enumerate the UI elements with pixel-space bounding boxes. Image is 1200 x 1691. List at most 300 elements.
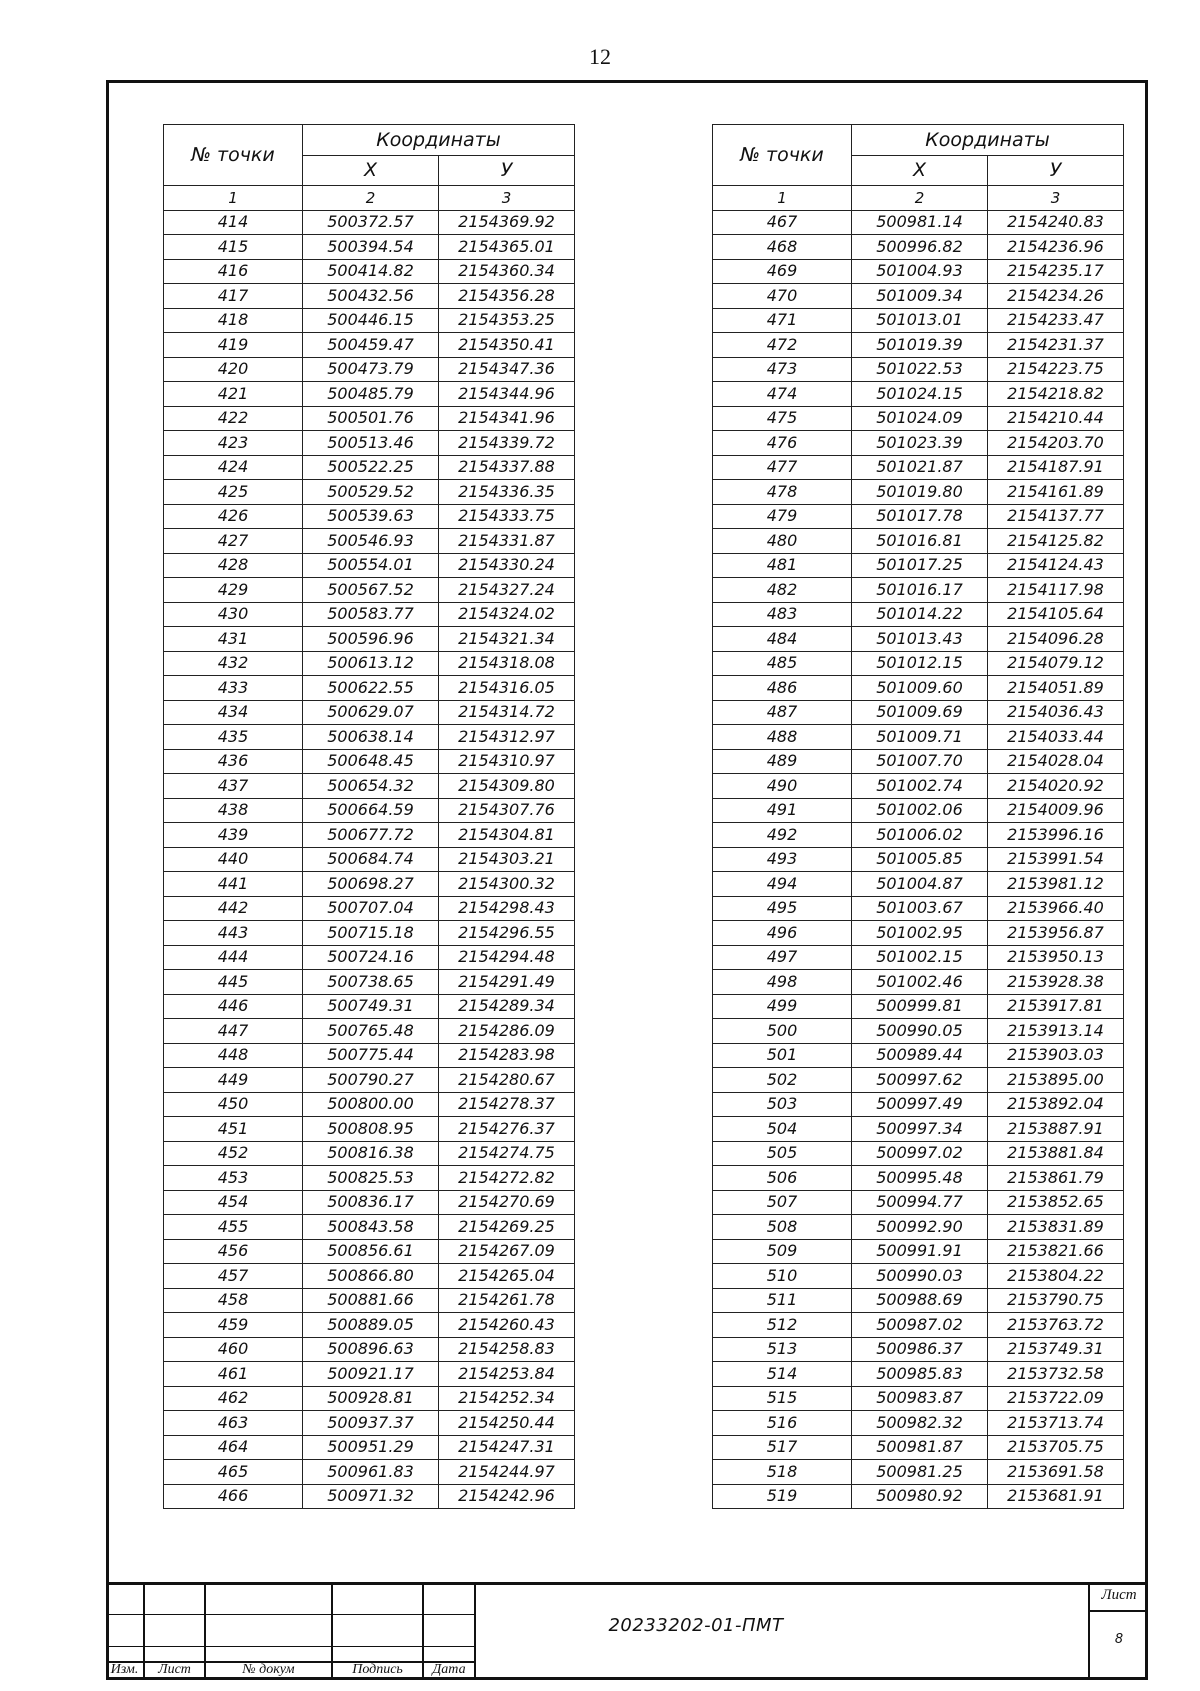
y-coordinate-cell: 2154051.89 — [988, 676, 1124, 701]
x-coordinate-cell: 500414.82 — [303, 259, 439, 284]
table-row — [713, 1117, 1124, 1142]
y-coordinate-cell: 2154344.96 — [439, 382, 575, 407]
point-number-cell: 478 — [713, 480, 852, 505]
point-number-cell: 511 — [713, 1288, 852, 1313]
table-row — [164, 627, 575, 652]
x-coordinate-cell: 500985.83 — [852, 1362, 988, 1387]
table-row — [164, 235, 575, 260]
x-coordinate-cell: 500372.57 — [303, 210, 439, 235]
point-number-cell: 483 — [713, 602, 852, 627]
x-coordinate-cell: 501012.15 — [852, 651, 988, 676]
x-coordinate-cell: 500473.79 — [303, 357, 439, 382]
point-number-cell: 490 — [713, 774, 852, 799]
x-coordinate-cell: 501013.43 — [852, 627, 988, 652]
table-row — [164, 1166, 575, 1191]
sheet-number: 8 — [1114, 1632, 1124, 1647]
column-index: 1 — [164, 186, 303, 211]
table-row — [713, 774, 1124, 799]
x-coordinate-cell: 501004.87 — [852, 872, 988, 897]
y-coordinate-cell: 2154247.31 — [439, 1435, 575, 1460]
x-coordinate-cell: 500554.01 — [303, 553, 439, 578]
x-coordinate-cell: 500775.44 — [303, 1043, 439, 1068]
point-number-cell: 432 — [164, 651, 303, 676]
table-row — [713, 896, 1124, 921]
x-coordinate-cell: 501024.09 — [852, 406, 988, 431]
point-number-cell: 466 — [164, 1484, 303, 1509]
y-coordinate-cell: 2154210.44 — [988, 406, 1124, 431]
x-coordinate-cell: 500994.77 — [852, 1190, 988, 1215]
x-coordinate-cell: 500707.04 — [303, 896, 439, 921]
y-coordinate-cell: 2154350.41 — [439, 333, 575, 358]
point-number-cell: 506 — [713, 1166, 852, 1191]
table-row — [713, 921, 1124, 946]
y-coordinate-cell: 2154353.25 — [439, 308, 575, 333]
y-header: У — [439, 155, 575, 186]
y-coordinate-cell: 2154235.17 — [988, 259, 1124, 284]
table-row — [713, 627, 1124, 652]
x-coordinate-cell: 500485.79 — [303, 382, 439, 407]
x-coordinate-cell: 500765.48 — [303, 1019, 439, 1044]
y-coordinate-cell: 2153950.13 — [988, 945, 1124, 970]
point-number-cell: 460 — [164, 1337, 303, 1362]
x-coordinate-cell: 500749.31 — [303, 994, 439, 1019]
point-number-cell: 445 — [164, 970, 303, 995]
point-number-cell: 467 — [713, 210, 852, 235]
point-number-cell: 496 — [713, 921, 852, 946]
point-number-cell: 434 — [164, 700, 303, 725]
x-coordinate-cell: 500988.69 — [852, 1288, 988, 1313]
x-coordinate-cell: 500987.02 — [852, 1313, 988, 1338]
y-coordinate-cell: 2153981.12 — [988, 872, 1124, 897]
y-coordinate-cell: 2154218.82 — [988, 382, 1124, 407]
y-coordinate-cell: 2154137.77 — [988, 504, 1124, 529]
x-coordinate-cell: 500951.29 — [303, 1435, 439, 1460]
table-row — [713, 847, 1124, 872]
point-number-cell: 463 — [164, 1411, 303, 1436]
table-row — [713, 1386, 1124, 1411]
table-row — [713, 235, 1124, 260]
table-row — [164, 1460, 575, 1485]
y-coordinate-cell: 2154270.69 — [439, 1190, 575, 1215]
y-coordinate-cell: 2154331.87 — [439, 529, 575, 554]
y-coordinate-cell: 2153996.16 — [988, 823, 1124, 848]
x-coordinate-cell: 500981.14 — [852, 210, 988, 235]
x-coordinate-cell: 500980.92 — [852, 1484, 988, 1509]
y-coordinate-cell: 2154333.75 — [439, 504, 575, 529]
x-coordinate-cell: 501019.80 — [852, 480, 988, 505]
point-number-cell: 471 — [713, 308, 852, 333]
x-coordinate-cell: 500613.12 — [303, 651, 439, 676]
y-coordinate-cell: 2154324.02 — [439, 602, 575, 627]
point-number-cell: 456 — [164, 1239, 303, 1264]
y-coordinate-cell: 2153749.31 — [988, 1337, 1124, 1362]
table-row — [713, 970, 1124, 995]
table-row — [713, 1288, 1124, 1313]
table-row — [713, 259, 1124, 284]
y-coordinate-cell: 2154337.88 — [439, 455, 575, 480]
list-label: Лист — [158, 1662, 191, 1677]
x-coordinate-cell: 500816.38 — [303, 1141, 439, 1166]
x-coordinate-cell: 501007.70 — [852, 749, 988, 774]
x-coordinate-cell: 501023.39 — [852, 431, 988, 456]
point-number-cell: 514 — [713, 1362, 852, 1387]
y-coordinate-cell: 2154356.28 — [439, 284, 575, 309]
table-row — [164, 1337, 575, 1362]
x-coordinate-cell: 501003.67 — [852, 896, 988, 921]
table-row — [164, 749, 575, 774]
point-number-cell: 498 — [713, 970, 852, 995]
table-row — [164, 382, 575, 407]
y-coordinate-cell: 2154298.43 — [439, 896, 575, 921]
x-coordinate-cell: 501002.74 — [852, 774, 988, 799]
table-row — [713, 210, 1124, 235]
x-coordinate-cell: 501009.60 — [852, 676, 988, 701]
point-number-cell: 475 — [713, 406, 852, 431]
point-number-cell: 443 — [164, 921, 303, 946]
point-number-cell: 441 — [164, 872, 303, 897]
point-number-cell: 419 — [164, 333, 303, 358]
x-coordinate-cell: 500808.95 — [303, 1117, 439, 1142]
point-number-cell: 421 — [164, 382, 303, 407]
x-coordinate-cell: 500513.46 — [303, 431, 439, 456]
point-number-cell: 465 — [164, 1460, 303, 1485]
y-coordinate-cell: 2154233.47 — [988, 308, 1124, 333]
y-coordinate-cell: 2154203.70 — [988, 431, 1124, 456]
point-number-cell: 451 — [164, 1117, 303, 1142]
point-number-cell: 433 — [164, 676, 303, 701]
y-coordinate-cell: 2153917.81 — [988, 994, 1124, 1019]
y-coordinate-cell: 2154286.09 — [439, 1019, 575, 1044]
y-coordinate-cell: 2154117.98 — [988, 578, 1124, 603]
point-number-cell: 431 — [164, 627, 303, 652]
point-number-cell: 500 — [713, 1019, 852, 1044]
y-coordinate-cell: 2154289.34 — [439, 994, 575, 1019]
point-number-cell: 459 — [164, 1313, 303, 1338]
y-coordinate-cell: 2154360.34 — [439, 259, 575, 284]
table-row — [164, 1068, 575, 1093]
point-number-cell: 482 — [713, 578, 852, 603]
point-number-cell: 505 — [713, 1141, 852, 1166]
y-coordinate-cell: 2154309.80 — [439, 774, 575, 799]
x-coordinate-cell: 501004.93 — [852, 259, 988, 284]
point-number-cell: 447 — [164, 1019, 303, 1044]
table-row — [164, 406, 575, 431]
table-row — [713, 1435, 1124, 1460]
x-coordinate-cell: 500921.17 — [303, 1362, 439, 1387]
y-coordinate-cell: 2154240.83 — [988, 210, 1124, 235]
point-number-cell: 416 — [164, 259, 303, 284]
x-coordinate-cell: 500715.18 — [303, 921, 439, 946]
point-number-cell: 418 — [164, 308, 303, 333]
point-number-cell: 429 — [164, 578, 303, 603]
point-number-cell: 430 — [164, 602, 303, 627]
y-coordinate-cell: 2154278.37 — [439, 1092, 575, 1117]
table-row — [713, 1190, 1124, 1215]
table-row — [164, 1141, 575, 1166]
point-number-cell: 479 — [713, 504, 852, 529]
point-number-cell: 486 — [713, 676, 852, 701]
x-coordinate-cell: 500638.14 — [303, 725, 439, 750]
y-coordinate-cell: 2154341.96 — [439, 406, 575, 431]
point-number-cell: 509 — [713, 1239, 852, 1264]
x-coordinate-cell: 500529.52 — [303, 480, 439, 505]
table-row — [164, 308, 575, 333]
table-row — [713, 1092, 1124, 1117]
table-row — [164, 1411, 575, 1436]
doc-number-label: № докум — [242, 1662, 295, 1677]
y-coordinate-cell: 2154252.34 — [439, 1386, 575, 1411]
table-row — [713, 455, 1124, 480]
point-number-cell: 458 — [164, 1288, 303, 1313]
x-coordinate-cell: 500986.37 — [852, 1337, 988, 1362]
point-number-cell: 462 — [164, 1386, 303, 1411]
date-label: Дата — [432, 1662, 466, 1677]
x-coordinate-cell: 500999.81 — [852, 994, 988, 1019]
table-row — [713, 749, 1124, 774]
table-row — [713, 798, 1124, 823]
x-coordinate-cell: 500856.61 — [303, 1239, 439, 1264]
x-coordinate-cell: 500982.32 — [852, 1411, 988, 1436]
y-coordinate-cell: 2153956.87 — [988, 921, 1124, 946]
y-coordinate-cell: 2154009.96 — [988, 798, 1124, 823]
point-number-cell: 476 — [713, 431, 852, 456]
x-coordinate-cell: 500522.25 — [303, 455, 439, 480]
x-coordinate-cell: 500825.53 — [303, 1166, 439, 1191]
x-coordinate-cell: 500889.05 — [303, 1313, 439, 1338]
coordinates-table-left — [163, 124, 575, 1509]
table-row — [713, 700, 1124, 725]
x-coordinate-cell: 500698.27 — [303, 872, 439, 897]
point-number-cell: 474 — [713, 382, 852, 407]
table-row — [713, 1019, 1124, 1044]
column-index: 2 — [303, 186, 439, 211]
y-coordinate-cell: 2153691.58 — [988, 1460, 1124, 1485]
point-number-cell: 485 — [713, 651, 852, 676]
x-coordinate-cell: 500971.32 — [303, 1484, 439, 1509]
table-body-left — [164, 210, 575, 1509]
table-row — [713, 357, 1124, 382]
table-row — [164, 504, 575, 529]
y-coordinate-cell: 2153928.38 — [988, 970, 1124, 995]
y-coordinate-cell: 2153732.58 — [988, 1362, 1124, 1387]
point-number-cell: 415 — [164, 235, 303, 260]
point-number-cell: 518 — [713, 1460, 852, 1485]
x-coordinate-cell: 501009.71 — [852, 725, 988, 750]
x-coordinate-cell: 500394.54 — [303, 235, 439, 260]
table-row — [713, 1313, 1124, 1338]
x-coordinate-cell: 500991.91 — [852, 1239, 988, 1264]
table-row — [713, 1264, 1124, 1289]
y-coordinate-cell: 2153722.09 — [988, 1386, 1124, 1411]
table-row — [164, 1264, 575, 1289]
table-row — [164, 1190, 575, 1215]
table-row — [713, 382, 1124, 407]
table-row — [164, 725, 575, 750]
signature-label: Подпись — [352, 1662, 403, 1677]
y-coordinate-cell: 2154033.44 — [988, 725, 1124, 750]
table-row — [713, 945, 1124, 970]
x-coordinate-cell: 500981.87 — [852, 1435, 988, 1460]
point-number-cell: 438 — [164, 798, 303, 823]
y-header: У — [988, 155, 1124, 186]
point-number-cell: 417 — [164, 284, 303, 309]
y-coordinate-cell: 2153763.72 — [988, 1313, 1124, 1338]
x-coordinate-cell: 500843.58 — [303, 1215, 439, 1240]
y-coordinate-cell: 2154347.36 — [439, 357, 575, 382]
x-coordinate-cell: 500539.63 — [303, 504, 439, 529]
point-number-cell: 512 — [713, 1313, 852, 1338]
point-number-cell: 499 — [713, 994, 852, 1019]
y-coordinate-cell: 2153790.75 — [988, 1288, 1124, 1313]
point-number-cell: 442 — [164, 896, 303, 921]
table-row — [164, 259, 575, 284]
point-number-cell: 461 — [164, 1362, 303, 1387]
table-row — [164, 651, 575, 676]
x-coordinate-cell: 500896.63 — [303, 1337, 439, 1362]
x-coordinate-cell: 500836.17 — [303, 1190, 439, 1215]
table-row — [713, 284, 1124, 309]
table-row — [713, 725, 1124, 750]
table-row — [713, 1043, 1124, 1068]
x-coordinate-cell: 500981.25 — [852, 1460, 988, 1485]
x-coordinate-cell: 500654.32 — [303, 774, 439, 799]
point-number-cell: 464 — [164, 1435, 303, 1460]
table-row — [164, 1313, 575, 1338]
point-number-cell: 489 — [713, 749, 852, 774]
y-coordinate-cell: 2153804.22 — [988, 1264, 1124, 1289]
table-row — [713, 406, 1124, 431]
table-row — [713, 578, 1124, 603]
x-coordinate-cell: 500997.49 — [852, 1092, 988, 1117]
table-row — [164, 431, 575, 456]
x-coordinate-cell: 500997.02 — [852, 1141, 988, 1166]
x-coordinate-cell: 500664.59 — [303, 798, 439, 823]
y-coordinate-cell: 2154272.82 — [439, 1166, 575, 1191]
table-row — [164, 700, 575, 725]
point-number-cell: 469 — [713, 259, 852, 284]
y-coordinate-cell: 2154265.04 — [439, 1264, 575, 1289]
y-coordinate-cell: 2154276.37 — [439, 1117, 575, 1142]
y-coordinate-cell: 2154161.89 — [988, 480, 1124, 505]
x-coordinate-cell: 500990.03 — [852, 1264, 988, 1289]
table-row — [164, 284, 575, 309]
point-number-cell: 448 — [164, 1043, 303, 1068]
x-coordinate-cell: 500546.93 — [303, 529, 439, 554]
table-row — [164, 529, 575, 554]
point-number-cell: 517 — [713, 1435, 852, 1460]
table-row — [164, 970, 575, 995]
point-number-cell: 494 — [713, 872, 852, 897]
y-coordinate-cell: 2154231.37 — [988, 333, 1124, 358]
table-row — [164, 1117, 575, 1142]
table-row — [164, 578, 575, 603]
y-coordinate-cell: 2153852.65 — [988, 1190, 1124, 1215]
point-number-cell: 484 — [713, 627, 852, 652]
y-coordinate-cell: 2154269.25 — [439, 1215, 575, 1240]
point-number-header: № точки — [164, 125, 303, 186]
table-row — [713, 823, 1124, 848]
y-coordinate-cell: 2154296.55 — [439, 921, 575, 946]
table-row — [713, 333, 1124, 358]
x-coordinate-cell: 500567.52 — [303, 578, 439, 603]
y-coordinate-cell: 2154300.32 — [439, 872, 575, 897]
x-coordinate-cell: 500800.00 — [303, 1092, 439, 1117]
table-row — [164, 1239, 575, 1264]
y-coordinate-cell: 2154330.24 — [439, 553, 575, 578]
sheet-label: Лист — [1101, 1587, 1137, 1603]
y-coordinate-cell: 2154028.04 — [988, 749, 1124, 774]
table-row — [713, 994, 1124, 1019]
table-row — [164, 823, 575, 848]
x-coordinate-cell: 501002.95 — [852, 921, 988, 946]
column-index: 2 — [852, 186, 988, 211]
y-coordinate-cell: 2154312.97 — [439, 725, 575, 750]
y-coordinate-cell: 2154304.81 — [439, 823, 575, 848]
table-row — [164, 602, 575, 627]
point-number-cell: 455 — [164, 1215, 303, 1240]
y-coordinate-cell: 2154036.43 — [988, 700, 1124, 725]
point-number-cell: 501 — [713, 1043, 852, 1068]
table-row — [164, 994, 575, 1019]
table-row — [164, 480, 575, 505]
point-number-cell: 519 — [713, 1484, 852, 1509]
y-coordinate-cell: 2154187.91 — [988, 455, 1124, 480]
table-row — [164, 945, 575, 970]
table-row — [164, 847, 575, 872]
point-number-cell: 515 — [713, 1386, 852, 1411]
table-row — [164, 553, 575, 578]
point-number-cell: 444 — [164, 945, 303, 970]
point-number-cell: 513 — [713, 1337, 852, 1362]
y-coordinate-cell: 2153881.84 — [988, 1141, 1124, 1166]
coordinates-table-right — [712, 124, 1124, 1509]
table-row — [164, 1288, 575, 1313]
y-coordinate-cell: 2154318.08 — [439, 651, 575, 676]
point-number-cell: 452 — [164, 1141, 303, 1166]
title-block — [106, 1582, 1148, 1680]
x-coordinate-cell: 500432.56 — [303, 284, 439, 309]
point-number-cell: 502 — [713, 1068, 852, 1093]
x-coordinate-cell: 500990.05 — [852, 1019, 988, 1044]
y-coordinate-cell: 2154280.67 — [439, 1068, 575, 1093]
point-number-cell: 450 — [164, 1092, 303, 1117]
y-coordinate-cell: 2154250.44 — [439, 1411, 575, 1436]
point-number-cell: 427 — [164, 529, 303, 554]
table-row — [164, 1215, 575, 1240]
table-row — [164, 1435, 575, 1460]
y-coordinate-cell: 2154261.78 — [439, 1288, 575, 1313]
x-coordinate-cell: 501009.69 — [852, 700, 988, 725]
point-number-cell: 477 — [713, 455, 852, 480]
point-number-header: № точки — [713, 125, 852, 186]
y-coordinate-cell: 2154124.43 — [988, 553, 1124, 578]
y-coordinate-cell: 2154236.96 — [988, 235, 1124, 260]
x-coordinate-cell: 500629.07 — [303, 700, 439, 725]
y-coordinate-cell: 2154316.05 — [439, 676, 575, 701]
point-number-cell: 439 — [164, 823, 303, 848]
point-number-cell: 493 — [713, 847, 852, 872]
table-row — [164, 1386, 575, 1411]
y-coordinate-cell: 2154336.35 — [439, 480, 575, 505]
x-coordinate-cell: 500677.72 — [303, 823, 439, 848]
y-coordinate-cell: 2153713.74 — [988, 1411, 1124, 1436]
point-number-cell: 468 — [713, 235, 852, 260]
y-coordinate-cell: 2154365.01 — [439, 235, 575, 260]
x-coordinate-cell: 500992.90 — [852, 1215, 988, 1240]
y-coordinate-cell: 2154020.92 — [988, 774, 1124, 799]
x-coordinate-cell: 500997.62 — [852, 1068, 988, 1093]
point-number-cell: 504 — [713, 1117, 852, 1142]
